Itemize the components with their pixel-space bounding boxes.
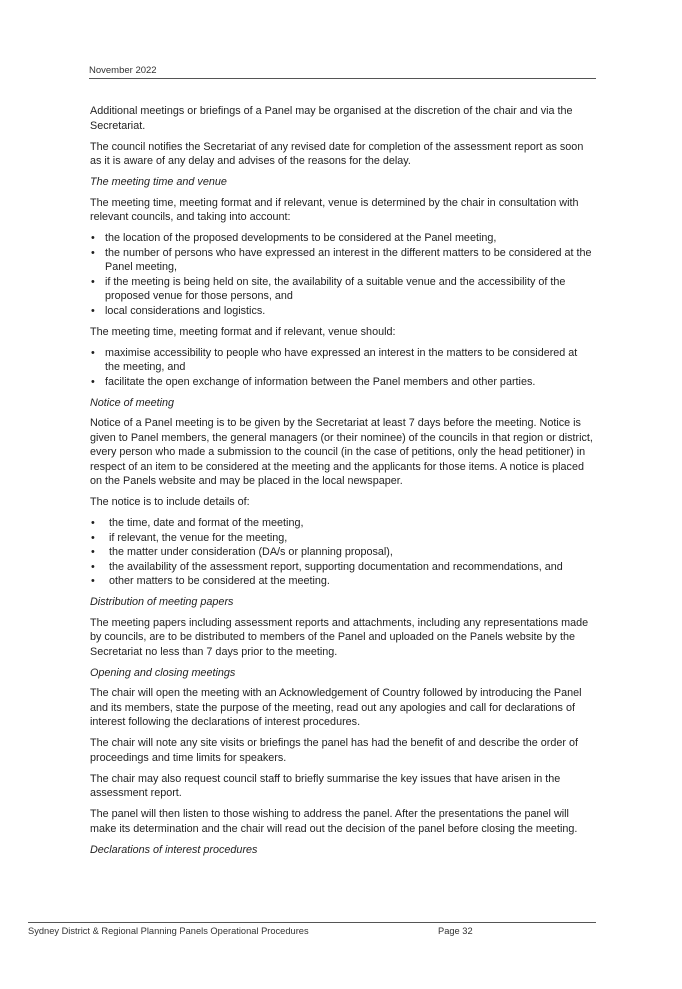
section-heading: Declarations of interest procedures bbox=[90, 843, 258, 856]
footer-rule bbox=[28, 922, 596, 923]
paragraph: The chair may also request council staff to briefly summarise the key issues that have arisen in the assessment report. bbox=[90, 772, 561, 799]
header-date: November 2022 bbox=[89, 65, 157, 76]
footer-document-title: Sydney District & Regional Planning Panels Operational Procedures bbox=[28, 926, 309, 936]
paragraph: Additional meetings or briefings of a Panel may be organised at the discretion of the chair and via the Secretariat. bbox=[90, 105, 573, 132]
bullet-list bbox=[90, 516, 595, 589]
list-item: • local considerations and logistics. bbox=[90, 304, 595, 319]
paragraph: The chair will open the meeting with an Acknowledgement of Country followed by introducing the Panel and its members, state the purpose of the meeting, read out any apologies and call for declarations of interest following the declarations of interest procedures. bbox=[90, 687, 582, 728]
list-item: • facilitate the open exchange of information between the Panel members and other parties. bbox=[90, 375, 595, 390]
list-item: • the time, date and format of the meeting, bbox=[90, 516, 595, 531]
list-item: • the number of persons who have expressed an interest in the different matters to be considered at the Panel meeting, bbox=[90, 246, 595, 275]
header-rule bbox=[89, 78, 596, 79]
list-item: • other matters to be considered at the meeting. bbox=[90, 574, 595, 589]
footer-page-number: Page 32 bbox=[438, 926, 473, 936]
paragraph: Notice of a Panel meeting is to be given by the Secretariat at least 7 days before the meeting. Notice is given to Panel members, the general managers (or their nominee) of the councils in that region or district, every person who made a submission to the council (in the case of petitions, only the head petitioner) in respect of an item to be considered at the meeting and the applicants for those items. A notice is placed on the Panels website and may be placed in the local newspaper. bbox=[90, 417, 593, 487]
section-heading: Notice of meeting bbox=[90, 396, 175, 409]
list-item: • maximise accessibility to people who have expressed an interest in the matters to be considered at the meeting, and bbox=[90, 346, 595, 375]
document-body bbox=[90, 104, 595, 863]
paragraph: The council notifies the Secretariat of any revised date for completion of the assessment report as soon as it is aware of any delay and advises of the reasons for the delay. bbox=[90, 140, 584, 167]
paragraph: The notice is to include details of: bbox=[90, 496, 250, 508]
section-heading: Distribution of meeting papers bbox=[90, 596, 234, 608]
paragraph: The panel will then listen to those wishing to address the panel. After the presentations the panel will make its determination and the chair will read out the decision of the panel before closing the meeting. bbox=[90, 808, 578, 835]
list-item: • if the meeting is being held on site, the availability of a suitable venue and the accessibility of the proposed venue for those persons, and bbox=[90, 275, 595, 304]
paragraph: The meeting papers including assessment reports and attachments, including any representations made by councils, are to be distributed to members of the Panel and uploaded on the Panels website by the Secretariat no less than 7 days prior to the meeting. bbox=[90, 616, 589, 658]
list-item: • the availability of the assessment report, supporting documentation and recommendations, and bbox=[90, 560, 595, 575]
bullet-list bbox=[90, 346, 595, 390]
paragraph: The chair will note any site visits or briefings the panel has had the benefit of and describe the order of proceedings and time limits for speakers. bbox=[90, 737, 578, 764]
list-item: • the location of the proposed developments to be considered at the Panel meeting, bbox=[90, 231, 595, 246]
bullet-list bbox=[90, 231, 595, 318]
section-heading: The meeting time and venue bbox=[90, 176, 227, 188]
section-heading: Opening and closing meetings bbox=[90, 666, 236, 679]
paragraph: The meeting time, meeting format and if relevant, venue should: bbox=[90, 325, 396, 338]
list-item: • if relevant, the venue for the meeting, bbox=[90, 531, 595, 546]
list-item: • the matter under consideration (DA/s or planning proposal), bbox=[90, 545, 595, 560]
paragraph: The meeting time, meeting format and if relevant, venue is determined by the chair in consultation with relevant councils, and taking into account: bbox=[90, 196, 579, 223]
